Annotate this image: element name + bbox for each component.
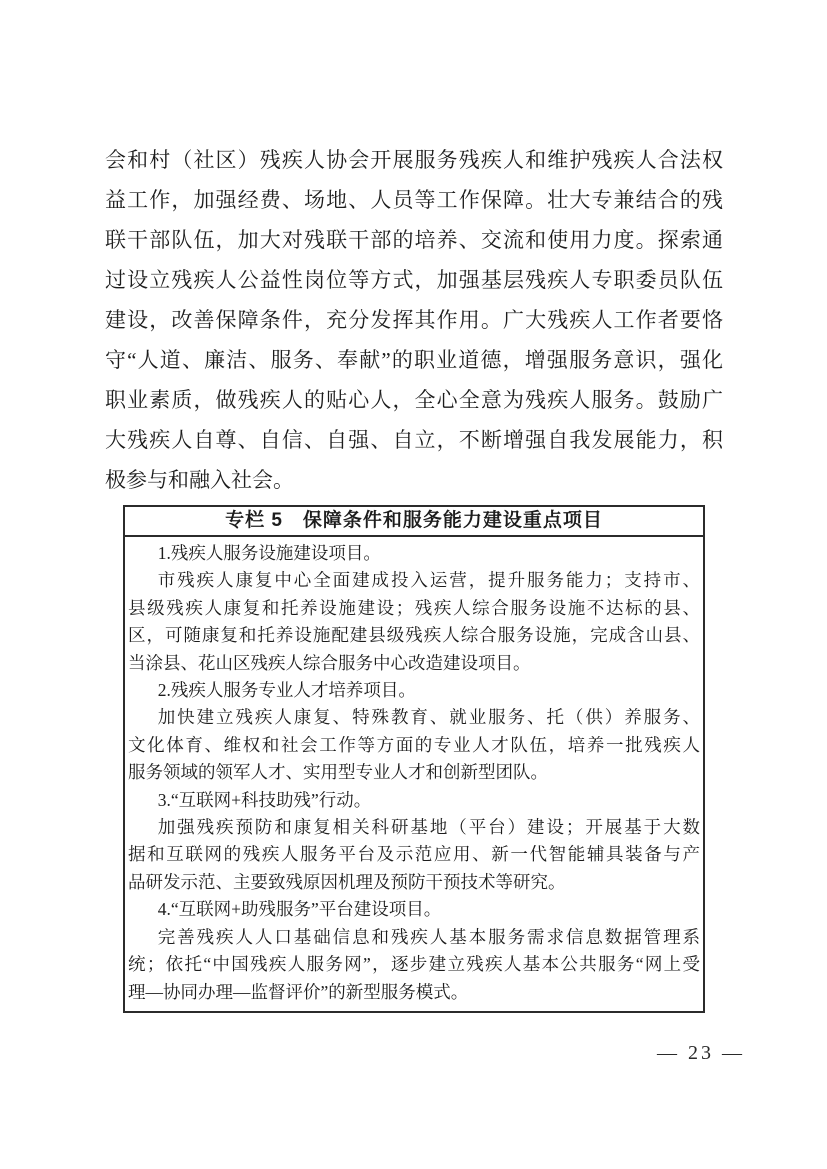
- box-heading-line: 1.残疾人服务设施建设项目。: [157, 543, 381, 563]
- box-heading-line: 4.“互联网+助残服务”平台建设项目。: [157, 899, 442, 920]
- box-text-line: 当涂县、花山区残疾人综合服务中心改造建设项目。: [128, 652, 531, 673]
- feature-box: [123, 505, 705, 1013]
- box-text-line: 县级残疾人康复和托养设施建设；残疾人综合服务设施不达标的县、: [128, 597, 700, 618]
- box-heading-line: 2.残疾人服务专业人才培养项目。: [157, 680, 416, 701]
- box-text-line: 服务领域的领军人才、实用型专业人才和创新型团队。: [128, 762, 548, 783]
- text-line: 大残疾人自尊、自信、自强、自立，不断增强自我发展能力，积: [105, 428, 723, 452]
- box-text-line: 品研发示范、主要致残原因机理及预防干预技术等研究。: [128, 871, 566, 892]
- box-text-line: 统；依托“中国残疾人服务网”，逐步建立残疾人基本公共服务“网上受: [128, 954, 700, 975]
- box-text-line: 据和互联网的残疾人服务平台及示范应用、新一代智能辅具装备与产: [128, 844, 700, 865]
- box-text-line: 市残疾人康复中心全面建成投入运营，提升服务能力；支持市、: [157, 570, 700, 591]
- page-number: — 23 —: [657, 1042, 745, 1064]
- feature-box-title: 专栏 5 保障条件和服务能力建设重点项目: [125, 507, 703, 537]
- box-text-line: 加快建立残疾人康复、特殊教育、就业服务、托（供）养服务、: [157, 707, 700, 728]
- text-line: 守“人道、廉洁、服务、奉献”的职业道德，增强服务意识，强化: [105, 348, 723, 372]
- box-text-line: 加强残疾预防和康复相关科研基地（平台）建设；开展基于大数: [157, 817, 700, 838]
- box-text-line: 理—协同办理—监督评价”的新型服务模式。: [128, 981, 469, 1002]
- text-line: 会和村（社区）残疾人协会开展服务残疾人和维护残疾人合法权: [105, 148, 723, 172]
- feature-box-body: [125, 537, 703, 1011]
- box-text-line: 文化体育、维权和社会工作等方面的专业人才队伍，培养一批残疾人: [128, 734, 700, 755]
- box-text-line: 完善残疾人人口基础信息和残疾人基本服务需求信息数据管理系: [157, 926, 700, 947]
- box-text-line: 区，可随康复和托养设施配建县级残疾人综合服务设施，完成含山县、: [128, 625, 700, 646]
- text-line: 过设立残疾人公益性岗位等方式，加强基层残疾人专职委员队伍: [105, 268, 723, 292]
- text-line: 益工作，加强经费、场地、人员等工作保障。壮大专兼结合的残: [105, 188, 723, 212]
- text-line: 联干部队伍，加大对残联干部的培养、交流和使用力度。探索通: [105, 228, 723, 252]
- box-heading-line: 3.“互联网+科技助残”行动。: [157, 789, 372, 810]
- text-line: 极参与和融入社会。: [105, 468, 294, 492]
- body-paragraph: [105, 140, 723, 500]
- text-line: 职业素质，做残疾人的贴心人，全心全意为残疾人服务。鼓励广: [105, 388, 723, 412]
- text-line: 建设，改善保障条件，充分发挥其作用。广大残疾人工作者要恪: [105, 308, 723, 332]
